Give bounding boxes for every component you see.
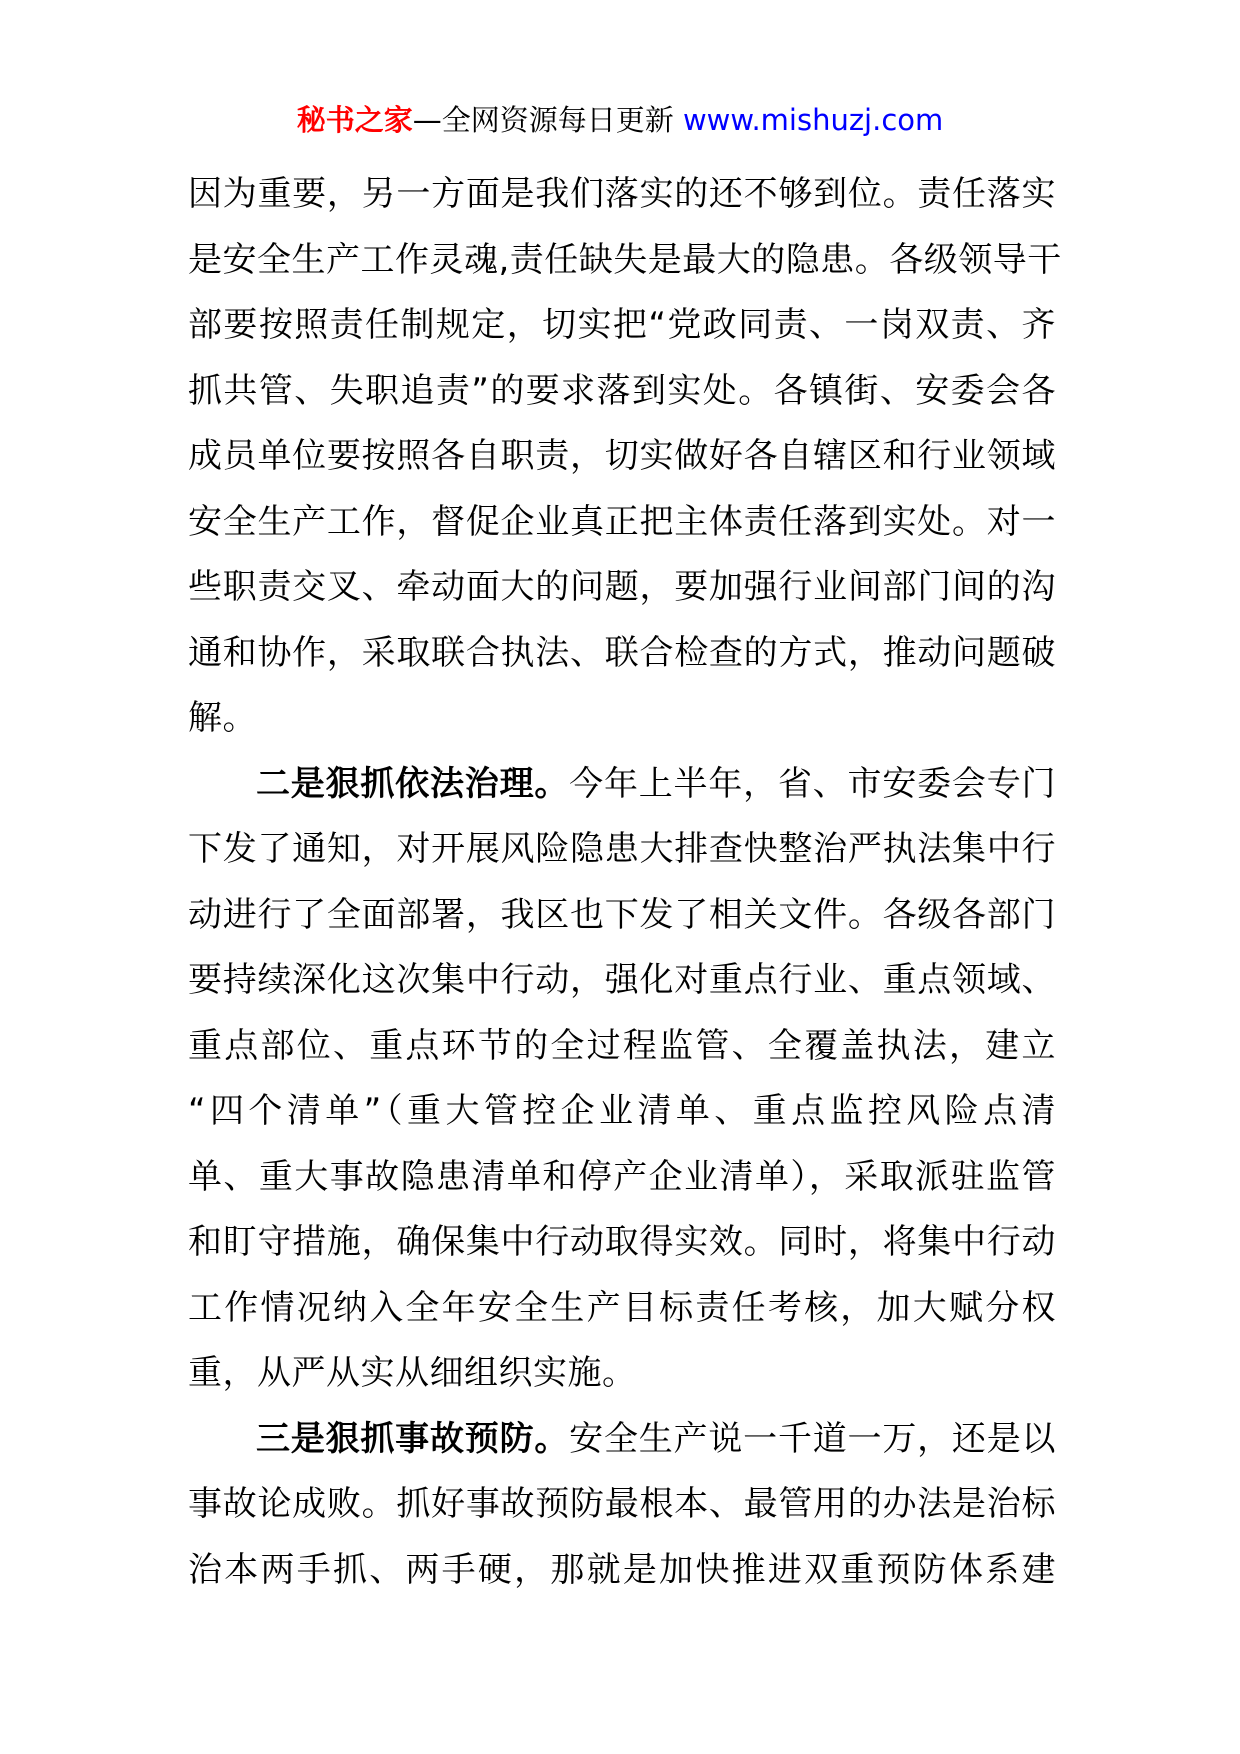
paragraph-lead-heading: 三是狠抓事故预防。 — [256, 1418, 570, 1459]
text-line: 安全生产工作，督促企业真正把主体责任落到实处。对一 — [188, 501, 1056, 542]
text-line: 和盯守措施，确保集中行动取得实效。同时，将集中行动 — [188, 1222, 1056, 1262]
text-line: 重，从严从实从细组织实施。 — [188, 1353, 637, 1393]
site-url[interactable]: www.mishuzj.com — [682, 103, 944, 137]
watermark-header — [0, 100, 1240, 140]
text-line: 动进行了全面部署，我区也下发了相关文件。各级各部门 — [188, 894, 1056, 935]
text-span: 安全生产说一千道一万，还是以 — [569, 1418, 1057, 1459]
paragraph-lead-heading: 二是狠抓依法治理。 — [256, 763, 570, 804]
text-line: 通和协作，采取联合执法、联合检查的方式，推动问题破 — [188, 632, 1056, 673]
text-line: 是安全生产工作灵魂,责任缺失是最大的隐患。各级领导干 — [188, 239, 1062, 280]
text-line: 治本两手抓、两手硬，那就是加快推进双重预防体系建 — [188, 1549, 1056, 1590]
text-line: 抓共管、失职追责”的要求落到实处。各镇街、安委会各 — [188, 370, 1056, 411]
text-line: “四个清单”（重大管控企业清单、重点监控风险点清 — [188, 1091, 1056, 1131]
text-line: 事故论成败。抓好事故预防最根本、最管用的办法是治标 — [188, 1484, 1056, 1524]
text-span: 今年上半年，省、市安委会专门 — [569, 763, 1057, 804]
document-body — [188, 162, 1062, 1603]
text-line: 因为重要，另一方面是我们落实的还不够到位。责任落实 — [188, 174, 1056, 214]
paragraph-first-line — [188, 1407, 1056, 1473]
text-line: 部要按照责任制规定，切实把“党政同责、一岗双责、齐 — [188, 305, 1056, 345]
text-line: 些职责交叉、牵动面大的问题，要加强行业间部门间的沟 — [188, 567, 1056, 607]
paragraph-1 — [188, 162, 1062, 752]
paragraph-3 — [188, 1407, 1056, 1604]
paragraph-2 — [188, 752, 1056, 1407]
brand-name: 秘书之家 — [296, 103, 413, 137]
text-line: 工作情况纳入全年安全生产目标责任考核，加大赋分权 — [188, 1287, 1056, 1328]
slogan: —全网资源每日更新 — [412, 103, 683, 137]
text-line: 下发了通知，对开展风险隐患大排查快整治严执法集中行 — [188, 829, 1056, 869]
text-line: 重点部位、重点环节的全过程监管、全覆盖执法，建立 — [188, 1025, 1056, 1066]
text-line: 成员单位要按照各自职责，切实做好各自辖区和行业领域 — [188, 436, 1056, 476]
text-line: 单、重大事故隐患清单和停产企业清单），采取派驻监管 — [188, 1156, 1056, 1197]
paragraph-first-line — [188, 752, 1056, 818]
text-line: 解。 — [188, 698, 257, 738]
text-line: 要持续深化这次集中行动，强化对重点行业、重点领域、 — [188, 960, 1056, 1000]
